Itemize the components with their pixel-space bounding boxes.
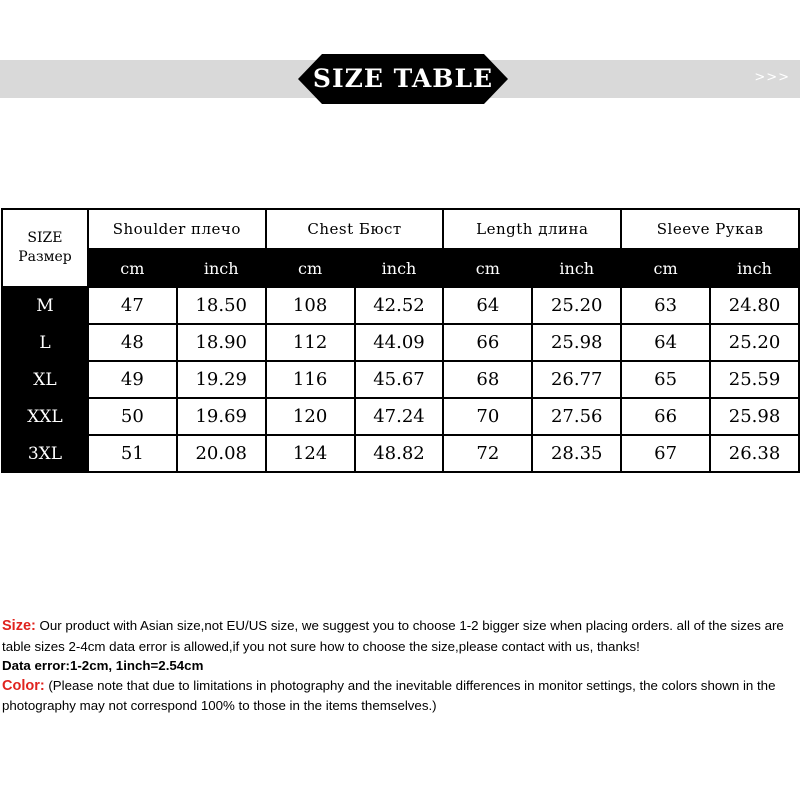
- table-cell: 66: [443, 324, 532, 361]
- table-cell: 25.20: [532, 287, 621, 324]
- color-note-label: Color:: [2, 677, 45, 694]
- group-header-chest: Chest Бюст: [266, 209, 444, 249]
- size-header-line: SIZE: [27, 230, 63, 246]
- size-note-label: Size:: [2, 618, 36, 634]
- table-cell: 27.56: [532, 398, 621, 435]
- unit-header: inch: [355, 249, 444, 287]
- table-cell: 25.20: [710, 324, 799, 361]
- table-cell: 64: [621, 324, 710, 361]
- table-cell: 19.69: [177, 398, 266, 435]
- table-cell: 116: [266, 361, 355, 398]
- table-row: [2, 435, 799, 472]
- table-cell: 64: [443, 287, 532, 324]
- unit-header: cm: [443, 249, 532, 287]
- group-header-sleeve: Sleeve Рукав: [621, 209, 799, 249]
- table-cell: 18.90: [177, 324, 266, 361]
- unit-header: inch: [177, 249, 266, 287]
- size-label: XL: [2, 361, 88, 398]
- table-cell: 68: [443, 361, 532, 398]
- table-cell: 48: [88, 324, 177, 361]
- table-cell: 47.24: [355, 398, 444, 435]
- size-table: [1, 208, 800, 473]
- table-cell: 25.59: [710, 361, 799, 398]
- banner-arrows: >>>: [754, 70, 790, 85]
- table-cell: 47: [88, 287, 177, 324]
- size-header: [2, 209, 88, 287]
- table-cell: 66: [621, 398, 710, 435]
- table-cell: 18.50: [177, 287, 266, 324]
- table-row: [2, 324, 799, 361]
- group-header-length: Length длина: [443, 209, 621, 249]
- table-cell: 28.35: [532, 435, 621, 472]
- table-cell: 26.77: [532, 361, 621, 398]
- size-label: XXL: [2, 398, 88, 435]
- table-cell: 67: [621, 435, 710, 472]
- table-cell: 112: [266, 324, 355, 361]
- size-note: [2, 616, 800, 656]
- size-label: M: [2, 287, 88, 324]
- size-note-text: Our product with Asian size,not EU/US size, we suggest you to choose 1-2 bigger size when placing orders. all of the sizes are table sizes 2-4cm data error is allowed,if you not sure how to choose the size,please contact with us, thanks!: [2, 618, 784, 654]
- color-note-text: (Please note that due to limitations in photography and the inevitable differences in monitor settings, the colors shown in the photography may not correspond 100% to those in the items themselves.): [2, 677, 776, 713]
- table-cell: 51: [88, 435, 177, 472]
- table-cell: 24.80: [710, 287, 799, 324]
- table-cell: 65: [621, 361, 710, 398]
- size-notes: [2, 616, 800, 716]
- table-cell: 63: [621, 287, 710, 324]
- page-title: SIZE TABLE: [312, 64, 494, 93]
- table-cell: 45.67: [355, 361, 444, 398]
- unit-header: cm: [266, 249, 355, 287]
- table-row: [2, 287, 799, 324]
- data-error-note: Data error:1-2cm, 1inch=2.54cm: [2, 658, 204, 673]
- unit-header: cm: [621, 249, 710, 287]
- table-cell: 48.82: [355, 435, 444, 472]
- table-cell: 42.52: [355, 287, 444, 324]
- banner-title-badge: [298, 54, 508, 104]
- size-label: 3XL: [2, 435, 88, 472]
- table-cell: 120: [266, 398, 355, 435]
- table-cell: 44.09: [355, 324, 444, 361]
- size-header-line: Размер: [18, 249, 72, 265]
- unit-header: inch: [710, 249, 799, 287]
- table-cell: 50: [88, 398, 177, 435]
- table-cell: 20.08: [177, 435, 266, 472]
- table-cell: 25.98: [532, 324, 621, 361]
- table-cell: 26.38: [710, 435, 799, 472]
- table-cell: 124: [266, 435, 355, 472]
- table-cell: 72: [443, 435, 532, 472]
- size-label: L: [2, 324, 88, 361]
- table-cell: 19.29: [177, 361, 266, 398]
- color-note: [2, 676, 800, 716]
- unit-header: cm: [88, 249, 177, 287]
- table-cell: 108: [266, 287, 355, 324]
- table-row: [2, 361, 799, 398]
- table-cell: 25.98: [710, 398, 799, 435]
- group-header-shoulder: Shoulder плечо: [88, 209, 266, 249]
- table-cell: 49: [88, 361, 177, 398]
- table-row: [2, 398, 799, 435]
- table-cell: 70: [443, 398, 532, 435]
- unit-header: inch: [532, 249, 621, 287]
